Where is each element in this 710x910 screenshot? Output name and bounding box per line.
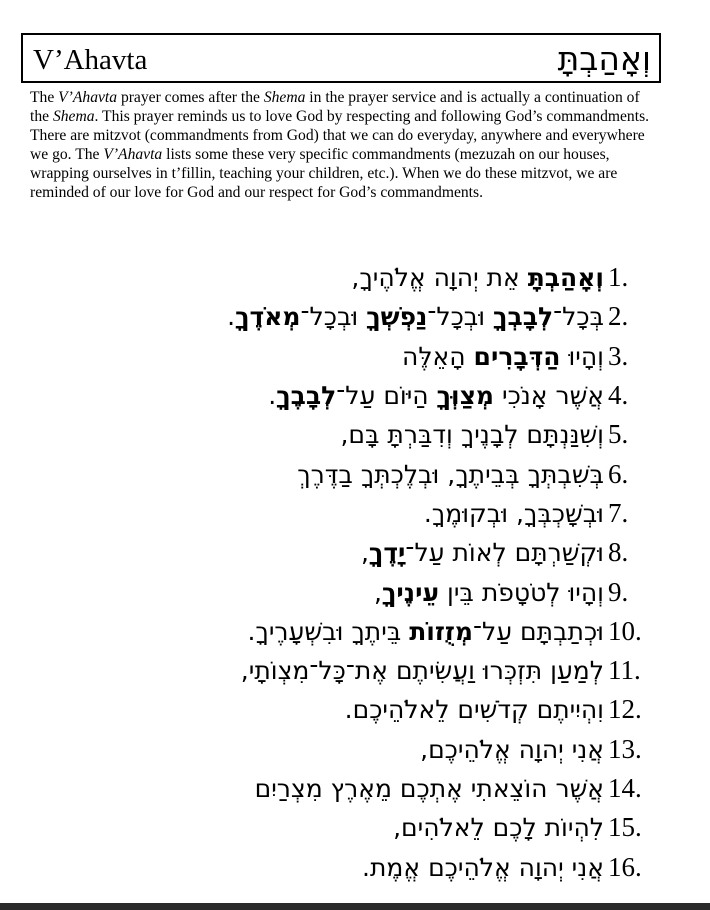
- verse-hebrew-text: [241, 656, 604, 685]
- verse-number: 4.: [608, 380, 629, 411]
- verse-text-segment: וִהְיִיתֶם קְדֹשִׁים לֵאלֹהֵיכֶם.: [344, 695, 604, 725]
- verse-text-segment: ,: [374, 577, 382, 607]
- intro-text: prayer comes after the: [117, 89, 264, 106]
- verse-line: [130, 454, 660, 493]
- verse-hebrew-text: [268, 381, 604, 410]
- verse-line: [130, 808, 660, 847]
- verse-text-segment: לְמַעַן תִּזְכְּרוּ וַעֲשִׂיתֶם אֶת־כָּל־מִצְוֹתָי,: [240, 656, 604, 686]
- verse-line: [130, 730, 660, 769]
- verse-emphasis-word: הַדְּבָרִים: [473, 341, 561, 371]
- verse-number: 15.: [608, 812, 642, 843]
- verse-number: 9.: [608, 576, 629, 607]
- verse-emphasis-word: מְאֹדֶךָ: [235, 302, 301, 332]
- intro-text: lists some these very specific commandments (mezuzah on our houses, wrapping ourselves in t’fillin, teaching your children, etc.). When we do these mitzvot, we are reminded of our love for God and our respect for God’s commandments.: [30, 146, 618, 202]
- verse-line: [130, 337, 660, 376]
- title-hebrew: וְאָהַבְתָּ: [557, 39, 651, 78]
- verse-hebrew-text: [424, 499, 604, 528]
- verse-number: 6.: [608, 458, 629, 489]
- verse-text-segment: וּבְשָׁכְבְּךָ, וּבְקוּמֶךָ.: [423, 498, 604, 528]
- verse-line: [130, 258, 660, 297]
- intro-emphasis: V’Ahavta: [58, 89, 118, 106]
- bottom-border: [0, 903, 710, 910]
- verse-hebrew-text: [297, 460, 604, 489]
- verse-text-segment: .: [268, 381, 277, 411]
- verse-text-segment: אֲנִי יְהוָה אֱלֹהֵיכֶם,: [420, 734, 604, 764]
- verse-line: [130, 297, 660, 336]
- verse-line: [130, 415, 660, 454]
- verse-emphasis-word: וְאָהַבְתָּ: [527, 263, 604, 293]
- verse-text-segment: הַיּוֹם עַל־: [336, 381, 437, 411]
- verse-number: 10.: [608, 615, 642, 646]
- verse-text-segment: אֲשֶׁר אָנֹכִי: [494, 381, 604, 411]
- verse-text-segment: וּבְכָל־: [427, 302, 494, 332]
- verse-number: 11.: [608, 655, 641, 686]
- verse-text-segment: וְהָיוּ: [560, 341, 604, 371]
- verse-emphasis-word: מְזֻזוֹת: [409, 616, 473, 646]
- verse-emphasis-word: לְבָבֶךָ: [276, 381, 337, 411]
- verse-hebrew-text: [362, 853, 604, 882]
- verse-emphasis-word: לְבָבְךָ: [493, 302, 554, 332]
- intro-text: . This prayer reminds us to love God by respecting and following God’s commandments. There are mitzvot (commandments from God) that we can do everyday, anywhere and everywhere we go. The: [30, 108, 650, 164]
- verse-text-segment: לִהְיוֹת לָכֶם לֵאלֹהִים,: [393, 813, 604, 843]
- verse-number: 3.: [608, 340, 629, 371]
- verse-line: [130, 494, 660, 533]
- verse-text-segment: וְשִׁנַּנְתָּם לְבָנֶיךָ וְדִבַּרְתָּ בָּם,: [340, 420, 604, 450]
- verse-line: [130, 769, 660, 808]
- verse-text-segment: .: [227, 302, 236, 332]
- verse-text-segment: הָאֵלֶּה: [402, 341, 474, 371]
- verse-number: 14.: [608, 773, 642, 803]
- verse-line: [130, 533, 660, 572]
- verse-hebrew-text: [420, 735, 604, 764]
- verse-line: [130, 376, 660, 415]
- verse-text-segment: וְהָיוּ לְטֹטָפֹת בֵּין: [439, 577, 604, 607]
- verse-number: 13.: [608, 733, 642, 764]
- verse-hebrew-text: [393, 813, 604, 842]
- verse-hebrew-text: [345, 695, 604, 724]
- verse-number: 2.: [608, 301, 629, 332]
- title-box: [21, 33, 661, 83]
- verse-list: [130, 258, 660, 887]
- verse-text-segment: בֵּיתֶךָ וּבִשְׁעָרֶיךָ.: [247, 616, 410, 646]
- verse-line: [130, 572, 660, 611]
- verse-line: [130, 847, 660, 886]
- verse-hebrew-text: [351, 263, 604, 292]
- verse-number: 16.: [608, 851, 642, 882]
- verse-hebrew-text: [361, 538, 604, 567]
- title-english: V’Ahavta: [33, 44, 148, 76]
- verse-hebrew-text: [340, 420, 604, 449]
- verse-hebrew-text: [374, 578, 604, 607]
- verse-text-segment: ,: [360, 538, 369, 568]
- verse-line: [130, 651, 660, 690]
- verse-hebrew-text: [402, 342, 604, 371]
- verse-text-segment: וּכְתַבְתָּם עַל־: [472, 616, 604, 646]
- intro-text: in the prayer service and is actually a continuation of the: [30, 89, 640, 126]
- verse-emphasis-word: עֵינֶיךָ: [381, 577, 440, 607]
- verse-emphasis-word: יָדֶךָ: [368, 538, 406, 568]
- verse-text-segment: וּקְשַׁרְתָּם לְאוֹת עַל־: [405, 538, 604, 568]
- verse-hebrew-text: [227, 302, 604, 331]
- verse-emphasis-word: מְצַוְּךָ: [436, 381, 495, 411]
- verse-number: 12.: [608, 694, 642, 725]
- verse-text-segment: וּבְכָל־: [300, 302, 367, 332]
- intro-emphasis: V’Ahavta: [103, 146, 163, 164]
- verse-text-segment: אֲנִי יְהוָה אֱלֹהֵיכֶם אֱמֶת.: [362, 852, 604, 882]
- verse-text-segment: אֲשֶׁר הוֹצֵאתִי אֶתְכֶם מֵאֶרֶץ מִצְרַיִם: [254, 774, 604, 803]
- intro-paragraph: [30, 88, 655, 203]
- verse-hebrew-text: [247, 617, 604, 646]
- verse-emphasis-word: נַפְשְׁךָ: [366, 302, 428, 332]
- verse-text-segment: בְּשִׁבְתְּךָ בְּבֵיתֶךָ, וּבְלֶכְתְּךָ בַדֶּרֶךְ: [297, 459, 604, 489]
- verse-hebrew-text: [255, 774, 604, 803]
- verse-number: 5.: [608, 419, 629, 450]
- verse-text-segment: בְּכָל־: [553, 302, 604, 332]
- verse-line: [130, 612, 660, 651]
- verse-number: 1.: [608, 262, 629, 293]
- verse-number: 7.: [608, 497, 629, 528]
- intro-emphasis: Shema: [52, 108, 95, 126]
- verse-line: [130, 690, 660, 729]
- intro-text: The: [30, 89, 59, 106]
- intro-emphasis: Shema: [263, 89, 306, 106]
- verse-number: 8.: [608, 537, 629, 568]
- verse-text-segment: אֵת יְהוָה אֱלֹהֶיךָ,: [351, 263, 528, 293]
